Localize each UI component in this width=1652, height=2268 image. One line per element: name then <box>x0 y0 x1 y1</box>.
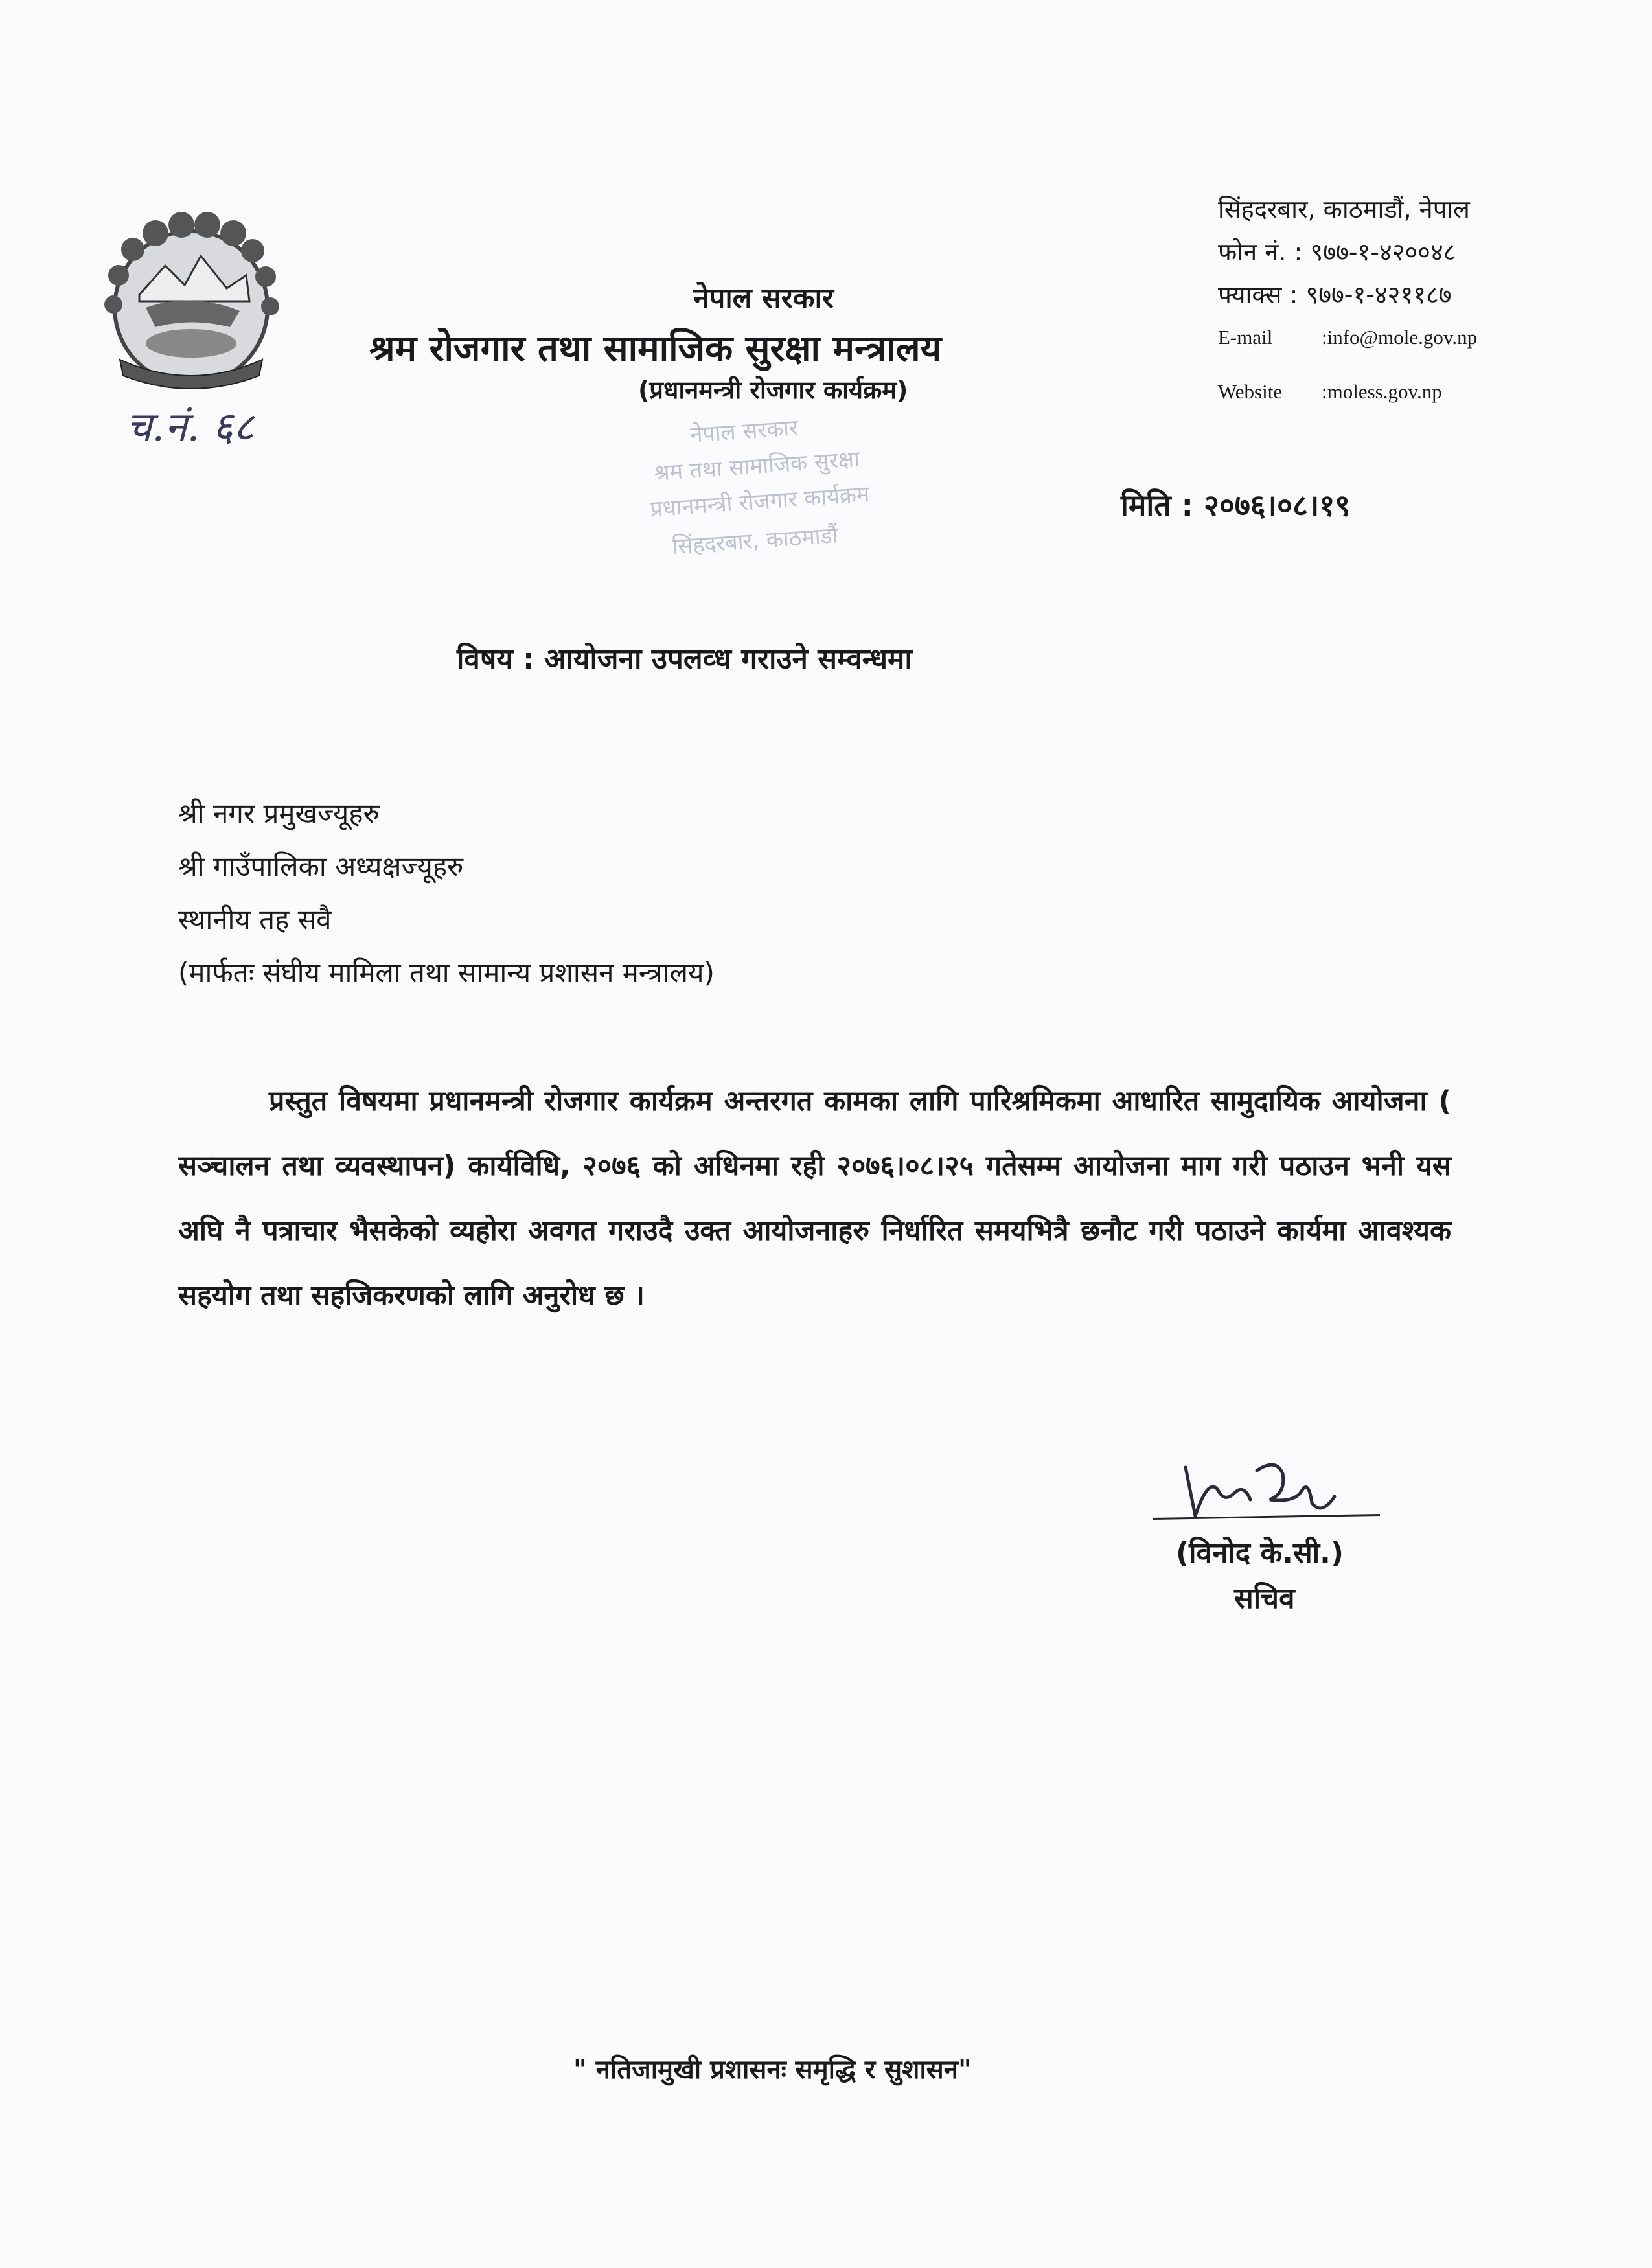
recipient-list <box>178 787 715 1000</box>
contact-block <box>1218 188 1477 413</box>
ministry-name: श्रम रोजगार तथा सामाजिक सुरक्षा मन्त्रालय <box>369 328 942 370</box>
contact-website <box>1218 371 1477 413</box>
contact-phone: फोन नं. : ९७७-१-४२००४८ <box>1218 238 1456 266</box>
signatory-designation: सचिव <box>1234 1582 1295 1615</box>
website-label: Website <box>1218 380 1283 403</box>
office-stamp <box>615 376 913 570</box>
contact-email <box>1218 316 1477 359</box>
contact-fax: फ्याक्स : ९७७-१-४२११८७ <box>1218 281 1452 309</box>
stamp-line-4: सिंहदरबार, काठमाडौं <box>671 522 839 560</box>
website-value: :moless.gov.np <box>1322 380 1442 403</box>
stamp-line-3: प्रधानमन्त्री रोजगार कार्यक्रम <box>649 481 871 523</box>
recipient-line: श्री नगर प्रमुखज्यूहरु <box>178 797 380 829</box>
nepal-emblem-icon <box>94 204 288 398</box>
program-name: (प्रधानमन्त्री रोजगार कार्यक्रम) <box>638 376 908 404</box>
letter-subject: विषय : आयोजना उपलव्ध गराउने सम्वन्धमा <box>457 643 912 676</box>
email-value: :info@mole.gov.np <box>1322 326 1478 349</box>
recipient-line: श्री गाउँपालिका अध्यक्षज्यूहरु <box>178 851 464 882</box>
contact-address: सिंहदरबार, काठमाडौं, नेपाल <box>1218 195 1470 223</box>
reference-number: च.नं. ६८ <box>126 403 255 450</box>
stamp-line-2: श्रम तथा सामाजिक सुरक्षा <box>653 446 861 487</box>
footer-motto: " नतिजामुखी प्रशासनः समृद्धि र सुशासन" <box>573 2055 972 2085</box>
letter-body: प्रस्तुत विषयमा प्रधानमन्त्री रोजगार कार्यक्रम अन्तरगत कामका लागि पारिश्रमिकमा आधारित सामुदायिक आयोजना ( सञ्चालन तथा व्यवस्थापन) कार्यविधि, २०७६ को अधिनमा रही २०७६।०८।२५ गतेसम्म आयोजना माग गरी पठाउन भनी यस अघि नै पत्राचार भैसकेको व्यहोरा अवगत गराउदै उक्त आयोजनाहरु निर्धारित समयभित्रै छनौट गरी पठाउने कार्यमा आवश्यक सहयोग तथा सहजिकरणको लागि अनुरोध छ । <box>178 1085 1451 1312</box>
signatory-name: (विनोद के.सी.) <box>1176 1537 1344 1570</box>
letter-date: मिति : २०७६।०८।१९ <box>1121 488 1351 523</box>
email-label: E-mail <box>1218 326 1273 349</box>
government-name: नेपाल सरकार <box>693 282 834 315</box>
recipient-line: (मार्फतः संघीय मामिला तथा सामान्य प्रशासन मन्त्रालय) <box>178 957 715 989</box>
recipient-line: स्थानीय तह सवै <box>178 904 332 935</box>
stamp-line-1: नेपाल सरकार <box>689 415 799 448</box>
